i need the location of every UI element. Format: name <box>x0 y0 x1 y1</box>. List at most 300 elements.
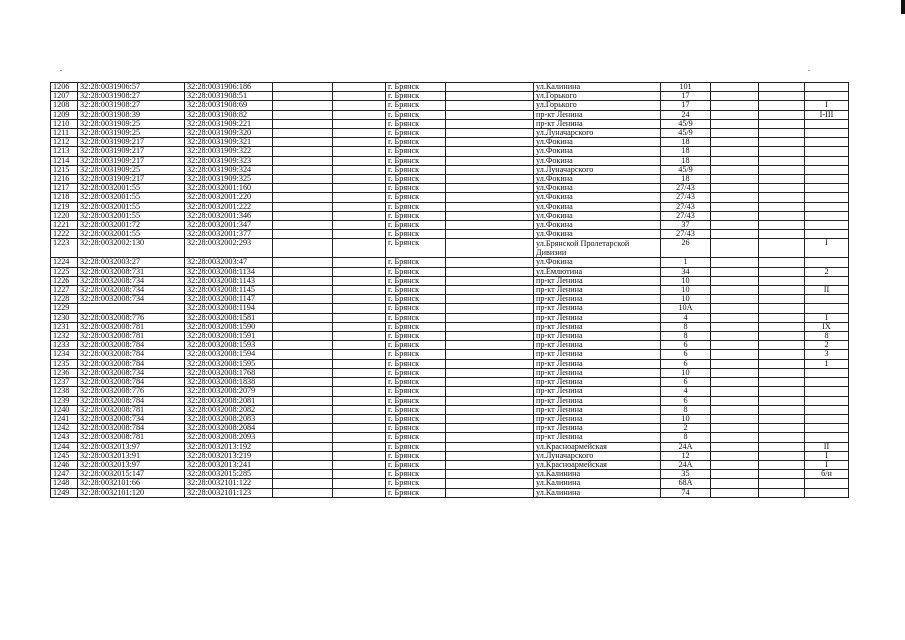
city-cell: г. Брянск <box>386 405 446 414</box>
house-number-cell: 27/43 <box>661 193 711 202</box>
house-number-cell: 24 <box>661 110 711 119</box>
premises-number-cell <box>805 202 849 211</box>
land-cadastral-number-cell: 32:28:0032008:784 <box>78 350 185 359</box>
row-number-cell: 1228 <box>51 295 78 304</box>
empty-cell <box>446 424 534 433</box>
object-cadastral-number-cell: 32:28:0032008:1145 <box>185 286 273 295</box>
street-cell: пр-кт Ленина <box>534 405 661 414</box>
land-cadastral-number-cell: 32:28:0032003:27 <box>78 258 185 267</box>
empty-cell <box>333 83 386 92</box>
street-cell: пр-кт Ленина <box>534 286 661 295</box>
table-row <box>51 387 849 396</box>
empty-cell <box>711 470 759 479</box>
empty-cell <box>273 92 333 101</box>
empty-cell <box>446 470 534 479</box>
city-cell: г. Брянск <box>386 129 446 138</box>
object-cadastral-number-cell: 32:28:0032001:220 <box>185 193 273 202</box>
object-cadastral-number-cell: 32:28:0032008:2084 <box>185 424 273 433</box>
land-cadastral-number-cell: 32:28:0032008:781 <box>78 332 185 341</box>
table-row <box>51 175 849 184</box>
city-cell: г. Брянск <box>386 119 446 128</box>
premises-number-cell: I <box>805 451 849 460</box>
land-cadastral-number-cell: 32:28:0032008:781 <box>78 405 185 414</box>
empty-cell <box>273 359 333 368</box>
table-row <box>51 442 849 451</box>
city-cell: г. Брянск <box>386 378 446 387</box>
street-cell: ул.Фокина <box>534 184 661 193</box>
house-number-cell: 4 <box>661 387 711 396</box>
row-number-cell: 1243 <box>51 433 78 442</box>
street-cell: ул.Луначарского <box>534 451 661 460</box>
city-cell: г. Брянск <box>386 359 446 368</box>
empty-cell <box>446 92 534 101</box>
empty-cell <box>711 110 759 119</box>
table-row <box>51 92 849 101</box>
empty-cell <box>273 230 333 239</box>
land-cadastral-number-cell: 32:28:0031909:217 <box>78 175 185 184</box>
house-number-cell: 10 <box>661 286 711 295</box>
empty-cell <box>759 184 805 193</box>
empty-cell <box>333 165 386 174</box>
house-number-cell: 18 <box>661 138 711 147</box>
empty-cell <box>333 387 386 396</box>
empty-cell <box>446 202 534 211</box>
empty-cell <box>759 193 805 202</box>
empty-cell <box>333 332 386 341</box>
table-row <box>51 304 849 313</box>
empty-cell <box>446 110 534 119</box>
house-number-cell: 27/43 <box>661 202 711 211</box>
premises-number-cell <box>805 156 849 165</box>
empty-cell <box>759 101 805 110</box>
land-cadastral-number-cell: 32:28:0031909:25 <box>78 129 185 138</box>
table-row <box>51 451 849 460</box>
street-cell: ул.Емлютина <box>534 267 661 276</box>
city-cell: г. Брянск <box>386 433 446 442</box>
street-cell: пр-кт Ленина <box>534 414 661 423</box>
object-cadastral-number-cell: 32:28:0032008:2093 <box>185 433 273 442</box>
row-number-cell: 1234 <box>51 350 78 359</box>
empty-cell <box>711 147 759 156</box>
street-cell: пр-кт Ленина <box>534 119 661 128</box>
table-row <box>51 184 849 193</box>
empty-cell <box>273 332 333 341</box>
empty-cell <box>333 267 386 276</box>
street-cell: ул.Калинина <box>534 488 661 497</box>
table-row <box>51 267 849 276</box>
house-number-cell: 10 <box>661 276 711 285</box>
city-cell: г. Брянск <box>386 147 446 156</box>
empty-cell <box>273 322 333 331</box>
row-number-cell: 1238 <box>51 387 78 396</box>
empty-cell <box>333 424 386 433</box>
empty-cell <box>333 433 386 442</box>
empty-cell <box>446 313 534 322</box>
empty-cell <box>446 350 534 359</box>
table-row <box>51 479 849 488</box>
house-number-cell: 6 <box>661 378 711 387</box>
empty-cell <box>273 211 333 220</box>
land-cadastral-number-cell: 32:28:0032001:55 <box>78 211 185 220</box>
house-number-cell: 34 <box>661 267 711 276</box>
premises-number-cell <box>805 276 849 285</box>
table-row <box>51 350 849 359</box>
land-cadastral-number-cell: 32:28:0032001:55 <box>78 230 185 239</box>
empty-cell <box>446 239 534 258</box>
house-number-cell: 26 <box>661 239 711 258</box>
street-cell: пр-кт Ленина <box>534 433 661 442</box>
table-row <box>51 258 849 267</box>
street-cell: ул.Калинина <box>534 479 661 488</box>
empty-cell <box>446 147 534 156</box>
table-row <box>51 396 849 405</box>
empty-cell <box>333 368 386 377</box>
premises-number-cell: I <box>805 313 849 322</box>
empty-cell <box>711 424 759 433</box>
empty-cell <box>273 138 333 147</box>
street-cell: пр-кт Ленина <box>534 295 661 304</box>
empty-cell <box>711 211 759 220</box>
row-number-cell: 1230 <box>51 313 78 322</box>
city-cell: г. Брянск <box>386 479 446 488</box>
row-number-cell: 1224 <box>51 258 78 267</box>
table-row <box>51 193 849 202</box>
object-cadastral-number-cell: 32:28:0032008:1134 <box>185 267 273 276</box>
empty-cell <box>759 221 805 230</box>
object-cadastral-number-cell: 32:28:0032013:192 <box>185 442 273 451</box>
empty-cell <box>446 156 534 165</box>
table-row <box>51 83 849 92</box>
table-row <box>51 341 849 350</box>
city-cell: г. Брянск <box>386 175 446 184</box>
empty-cell <box>333 378 386 387</box>
empty-cell <box>273 405 333 414</box>
house-number-cell: 74 <box>661 488 711 497</box>
empty-cell <box>446 175 534 184</box>
city-cell: г. Брянск <box>386 396 446 405</box>
house-number-cell: 101 <box>661 83 711 92</box>
empty-cell <box>446 276 534 285</box>
object-cadastral-number-cell: 32:28:0031909:320 <box>185 129 273 138</box>
city-cell: г. Брянск <box>386 470 446 479</box>
scan-speck <box>808 70 810 71</box>
house-number-cell: 68А <box>661 479 711 488</box>
land-cadastral-number-cell: 32:28:0032008:781 <box>78 433 185 442</box>
object-cadastral-number-cell: 32:28:0032002:293 <box>185 239 273 258</box>
land-cadastral-number-cell: 32:28:0032008:784 <box>78 396 185 405</box>
empty-cell <box>446 359 534 368</box>
street-cell: ул.Красноармейская <box>534 460 661 469</box>
house-number-cell: 6 <box>661 350 711 359</box>
city-cell: г. Брянск <box>386 488 446 497</box>
empty-cell <box>273 479 333 488</box>
empty-cell <box>333 138 386 147</box>
scan-speck <box>60 70 62 71</box>
street-cell: ул.Брянской Пролетарской Дивизии <box>534 239 661 258</box>
empty-cell <box>759 147 805 156</box>
object-cadastral-number-cell: 32:28:0032008:2081 <box>185 396 273 405</box>
house-number-cell: 17 <box>661 92 711 101</box>
premises-number-cell: 1 <box>805 359 849 368</box>
premises-number-cell <box>805 230 849 239</box>
object-cadastral-number-cell: 32:28:0032001:347 <box>185 221 273 230</box>
object-cadastral-number-cell: 32:28:0031909:324 <box>185 165 273 174</box>
empty-cell <box>333 184 386 193</box>
row-number-cell: 1244 <box>51 442 78 451</box>
empty-cell <box>446 221 534 230</box>
row-number-cell: 1220 <box>51 211 78 220</box>
empty-cell <box>333 193 386 202</box>
table-row <box>51 239 849 258</box>
empty-cell <box>333 202 386 211</box>
object-cadastral-number-cell: 32:28:0031908:82 <box>185 110 273 119</box>
house-number-cell: 17 <box>661 101 711 110</box>
empty-cell <box>711 193 759 202</box>
empty-cell <box>273 378 333 387</box>
table-row <box>51 424 849 433</box>
premises-number-cell <box>805 221 849 230</box>
premises-number-cell: 2 <box>805 267 849 276</box>
row-number-cell: 1236 <box>51 368 78 377</box>
land-cadastral-number-cell: 32:28:0032001:55 <box>78 193 185 202</box>
empty-cell <box>333 396 386 405</box>
house-number-cell: 10 <box>661 368 711 377</box>
empty-cell <box>759 129 805 138</box>
city-cell: г. Брянск <box>386 460 446 469</box>
row-number-cell: 1213 <box>51 147 78 156</box>
empty-cell <box>273 119 333 128</box>
empty-cell <box>273 350 333 359</box>
city-cell: г. Брянск <box>386 414 446 423</box>
empty-cell <box>759 359 805 368</box>
row-number-cell: 1237 <box>51 378 78 387</box>
city-cell: г. Брянск <box>386 83 446 92</box>
street-cell: пр-кт Ленина <box>534 313 661 322</box>
table-row <box>51 276 849 285</box>
house-number-cell: 45/9 <box>661 119 711 128</box>
object-cadastral-number-cell: 32:28:0032008:1594 <box>185 350 273 359</box>
row-number-cell: 1246 <box>51 460 78 469</box>
city-cell: г. Брянск <box>386 202 446 211</box>
land-cadastral-number-cell: 32:28:0032008:776 <box>78 387 185 396</box>
object-cadastral-number-cell: 32:28:0032101:122 <box>185 479 273 488</box>
object-cadastral-number-cell: 32:28:0032001:222 <box>185 202 273 211</box>
empty-cell <box>759 451 805 460</box>
empty-cell <box>759 119 805 128</box>
empty-cell <box>759 239 805 258</box>
premises-number-cell: б/н <box>805 470 849 479</box>
empty-cell <box>333 442 386 451</box>
empty-cell <box>273 175 333 184</box>
row-number-cell: 1221 <box>51 221 78 230</box>
empty-cell <box>446 193 534 202</box>
empty-cell <box>333 92 386 101</box>
empty-cell <box>759 156 805 165</box>
empty-cell <box>759 83 805 92</box>
city-cell: г. Брянск <box>386 211 446 220</box>
premises-number-cell <box>805 424 849 433</box>
street-cell: пр-кт Ленина <box>534 322 661 331</box>
land-cadastral-number-cell: 32:28:0032101:120 <box>78 488 185 497</box>
empty-cell <box>446 101 534 110</box>
table-row <box>51 221 849 230</box>
object-cadastral-number-cell: 32:28:0032013:219 <box>185 451 273 460</box>
object-cadastral-number-cell: 32:28:0031908:69 <box>185 101 273 110</box>
land-cadastral-number-cell: 32:28:0032008:784 <box>78 378 185 387</box>
empty-cell <box>333 414 386 423</box>
empty-cell <box>711 175 759 184</box>
empty-cell <box>759 267 805 276</box>
empty-cell <box>333 110 386 119</box>
premises-number-cell <box>805 165 849 174</box>
empty-cell <box>759 368 805 377</box>
empty-cell <box>711 286 759 295</box>
empty-cell <box>273 488 333 497</box>
premises-number-cell <box>805 387 849 396</box>
empty-cell <box>273 451 333 460</box>
empty-cell <box>446 488 534 497</box>
empty-cell <box>446 378 534 387</box>
empty-cell <box>446 451 534 460</box>
premises-number-cell: I <box>805 460 849 469</box>
city-cell: г. Брянск <box>386 424 446 433</box>
object-cadastral-number-cell: 32:28:0032015:285 <box>185 470 273 479</box>
table-row <box>51 165 849 174</box>
empty-cell <box>711 119 759 128</box>
street-cell: пр-кт Ленина <box>534 359 661 368</box>
house-number-cell: 27/43 <box>661 184 711 193</box>
empty-cell <box>273 221 333 230</box>
object-cadastral-number-cell: 32:28:0032001:160 <box>185 184 273 193</box>
street-cell: ул.Калинина <box>534 470 661 479</box>
house-number-cell: 6 <box>661 341 711 350</box>
land-cadastral-number-cell: 32:28:0031908:27 <box>78 101 185 110</box>
row-number-cell: 1233 <box>51 341 78 350</box>
land-cadastral-number-cell: 32:28:0031909:217 <box>78 147 185 156</box>
house-number-cell: 10А <box>661 304 711 313</box>
empty-cell <box>711 138 759 147</box>
street-cell: ул.Фокина <box>534 175 661 184</box>
street-cell: пр-кт Ленина <box>534 368 661 377</box>
house-number-cell: 8 <box>661 405 711 414</box>
table-row <box>51 405 849 414</box>
street-cell: ул.Калинина <box>534 83 661 92</box>
empty-cell <box>273 295 333 304</box>
empty-cell <box>711 304 759 313</box>
empty-cell <box>273 414 333 423</box>
empty-cell <box>711 479 759 488</box>
house-number-cell: 18 <box>661 147 711 156</box>
premises-number-cell <box>805 92 849 101</box>
register-rows <box>51 83 849 498</box>
empty-cell <box>711 405 759 414</box>
row-number-cell: 1217 <box>51 184 78 193</box>
city-cell: г. Брянск <box>386 322 446 331</box>
house-number-cell: 8 <box>661 332 711 341</box>
empty-cell <box>273 267 333 276</box>
house-number-cell: 18 <box>661 156 711 165</box>
empty-cell <box>759 295 805 304</box>
empty-cell <box>273 341 333 350</box>
object-cadastral-number-cell: 32:28:0032008:1194 <box>185 304 273 313</box>
land-cadastral-number-cell: 32:28:0032013:97 <box>78 442 185 451</box>
empty-cell <box>446 165 534 174</box>
empty-cell <box>711 433 759 442</box>
table-row <box>51 119 849 128</box>
house-number-cell: 2 <box>661 424 711 433</box>
empty-cell <box>446 211 534 220</box>
row-number-cell: 1239 <box>51 396 78 405</box>
premises-number-cell <box>805 295 849 304</box>
street-cell: пр-кт Ленина <box>534 110 661 119</box>
street-cell: ул.Фокина <box>534 230 661 239</box>
city-cell: г. Брянск <box>386 230 446 239</box>
object-cadastral-number-cell: 32:28:0032001:377 <box>185 230 273 239</box>
premises-number-cell <box>805 378 849 387</box>
table-row <box>51 488 849 497</box>
empty-cell <box>711 202 759 211</box>
empty-cell <box>759 230 805 239</box>
empty-cell <box>273 193 333 202</box>
object-cadastral-number-cell: 32:28:0031909:325 <box>185 175 273 184</box>
premises-number-cell <box>805 488 849 497</box>
row-number-cell: 1229 <box>51 304 78 313</box>
empty-cell <box>759 313 805 322</box>
empty-cell <box>333 239 386 258</box>
row-number-cell: 1209 <box>51 110 78 119</box>
empty-cell <box>446 460 534 469</box>
empty-cell <box>446 341 534 350</box>
row-number-cell: 1227 <box>51 286 78 295</box>
city-cell: г. Брянск <box>386 368 446 377</box>
city-cell: г. Брянск <box>386 276 446 285</box>
empty-cell <box>711 92 759 101</box>
city-cell: г. Брянск <box>386 350 446 359</box>
empty-cell <box>333 322 386 331</box>
empty-cell <box>333 175 386 184</box>
premises-number-cell: II <box>805 286 849 295</box>
premises-number-cell: I-III <box>805 110 849 119</box>
empty-cell <box>446 138 534 147</box>
empty-cell <box>759 433 805 442</box>
empty-cell <box>273 460 333 469</box>
row-number-cell: 1232 <box>51 332 78 341</box>
row-number-cell: 1247 <box>51 470 78 479</box>
empty-cell <box>273 433 333 442</box>
table-row <box>51 332 849 341</box>
table-row <box>51 286 849 295</box>
empty-cell <box>711 488 759 497</box>
row-number-cell: 1248 <box>51 479 78 488</box>
empty-cell <box>711 239 759 258</box>
empty-cell <box>446 230 534 239</box>
scan-edge-mark <box>901 0 905 14</box>
empty-cell <box>333 350 386 359</box>
object-cadastral-number-cell: 32:28:0032008:1581 <box>185 313 273 322</box>
empty-cell <box>711 332 759 341</box>
land-cadastral-number-cell: 32:28:0032008:731 <box>78 267 185 276</box>
empty-cell <box>273 156 333 165</box>
city-cell: г. Брянск <box>386 165 446 174</box>
empty-cell <box>759 332 805 341</box>
empty-cell <box>711 267 759 276</box>
empty-cell <box>446 295 534 304</box>
premises-number-cell: IX <box>805 322 849 331</box>
empty-cell <box>711 258 759 267</box>
land-cadastral-number-cell: 32:28:0031908:27 <box>78 92 185 101</box>
empty-cell <box>333 211 386 220</box>
empty-cell <box>711 221 759 230</box>
